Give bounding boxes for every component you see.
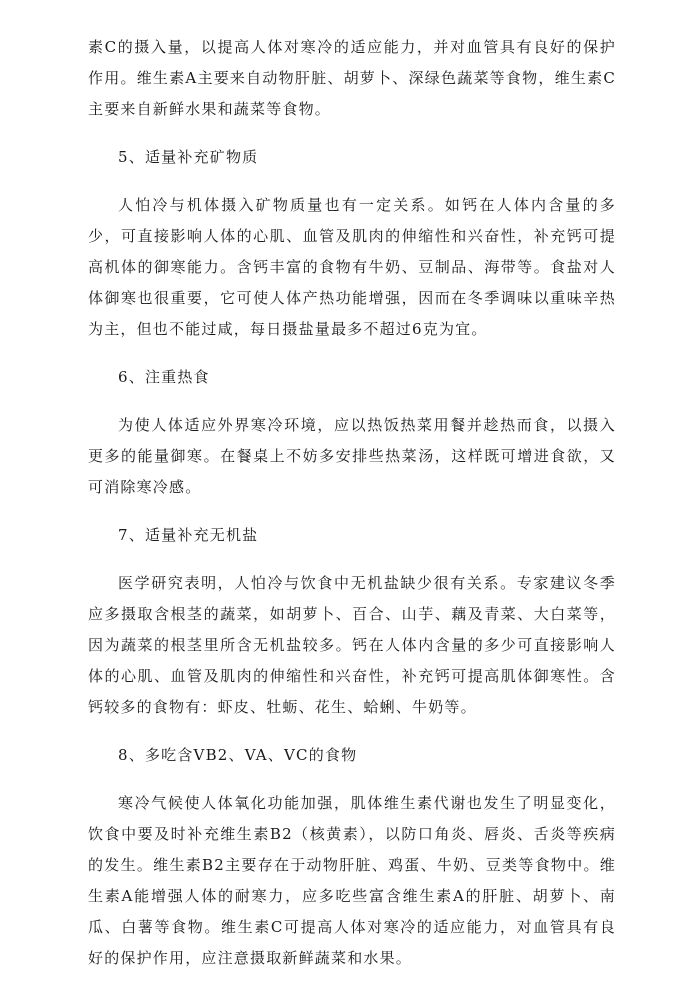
paragraph-inorganic-salt: 医学研究表明，人怕冷与饮食中无机盐缺少很有关系。专家建议冬季应多摄取含根茎的蔬菜，如胡萝卜、百合、山芋、藕及青菜、大白菜等，因为蔬菜的根茎里所含无机盐较多。钙在人体内含量的多少可直接影响人体的心肌、血管及肌肉的伸缩性和兴奋性，补充钙可提高肌体御寒性。含钙较多的食物有：虾皮、牡蛎、花生、蛤蜊、牛奶等。 [88,574,616,716]
section-heading-vitamins: 8、多吃含VB2、VA、VC的食物 [118,746,358,764]
section-heading-inorganic-salt: 7、适量补充无机盐 [118,526,259,544]
document-body [88,32,616,991]
paragraph-vitamin-c-continuation: 素C的摄入量，以提高人体对寒冷的适应能力，并对血管具有良好的保护作用。维生素A主要来自动物肝脏、胡萝卜、深绿色蔬菜等食物，维生素C主要来自新鲜水果和蔬菜等食物。 [88,38,616,118]
section-heading-hot-food: 6、注重热食 [118,368,210,386]
paragraph-minerals: 人怕冷与机体摄入矿物质量也有一定关系。如钙在人体内含量的多少，可直接影响人体的心肌、血管及肌肉的伸缩性和兴奋性，补充钙可提高机体的御寒能力。含钙丰富的食物有牛奶、豆制品、海带等。食盐对人体御寒也很重要，它可使人体产热功能增强，因而在冬季调味以重味辛热为主，但也不能过咸，每日摄盐量最多不超过6克为宜。 [88,196,616,338]
paragraph-hot-food: 为使人体适应外界寒冷环境，应以热饭热菜用餐并趁热而食，以摄入更多的能量御寒。在餐桌上不妨多安排些热菜汤，这样既可增进食欲，又可消除寒冷感。 [88,416,616,496]
paragraph-vitamins: 寒冷气候使人体氧化功能加强，肌体维生素代谢也发生了明显变化，饮食中要及时补充维生素B2（核黄素），以防口角炎、唇炎、舌炎等疾病的发生。维生素B2主要存在于动物肝脏、鸡蛋、牛奶、豆类等食物中。维生素A能增强人体的耐寒力，应多吃些富含维生素A的肝脏、胡萝卜、南瓜、白薯等食物。维生素C可提高人体对寒冷的适应能力，对血管具有良好的保护作用，应注意摄取新鲜蔬菜和水果。 [88,794,616,967]
section-heading-minerals: 5、适量补充矿物质 [118,148,259,166]
